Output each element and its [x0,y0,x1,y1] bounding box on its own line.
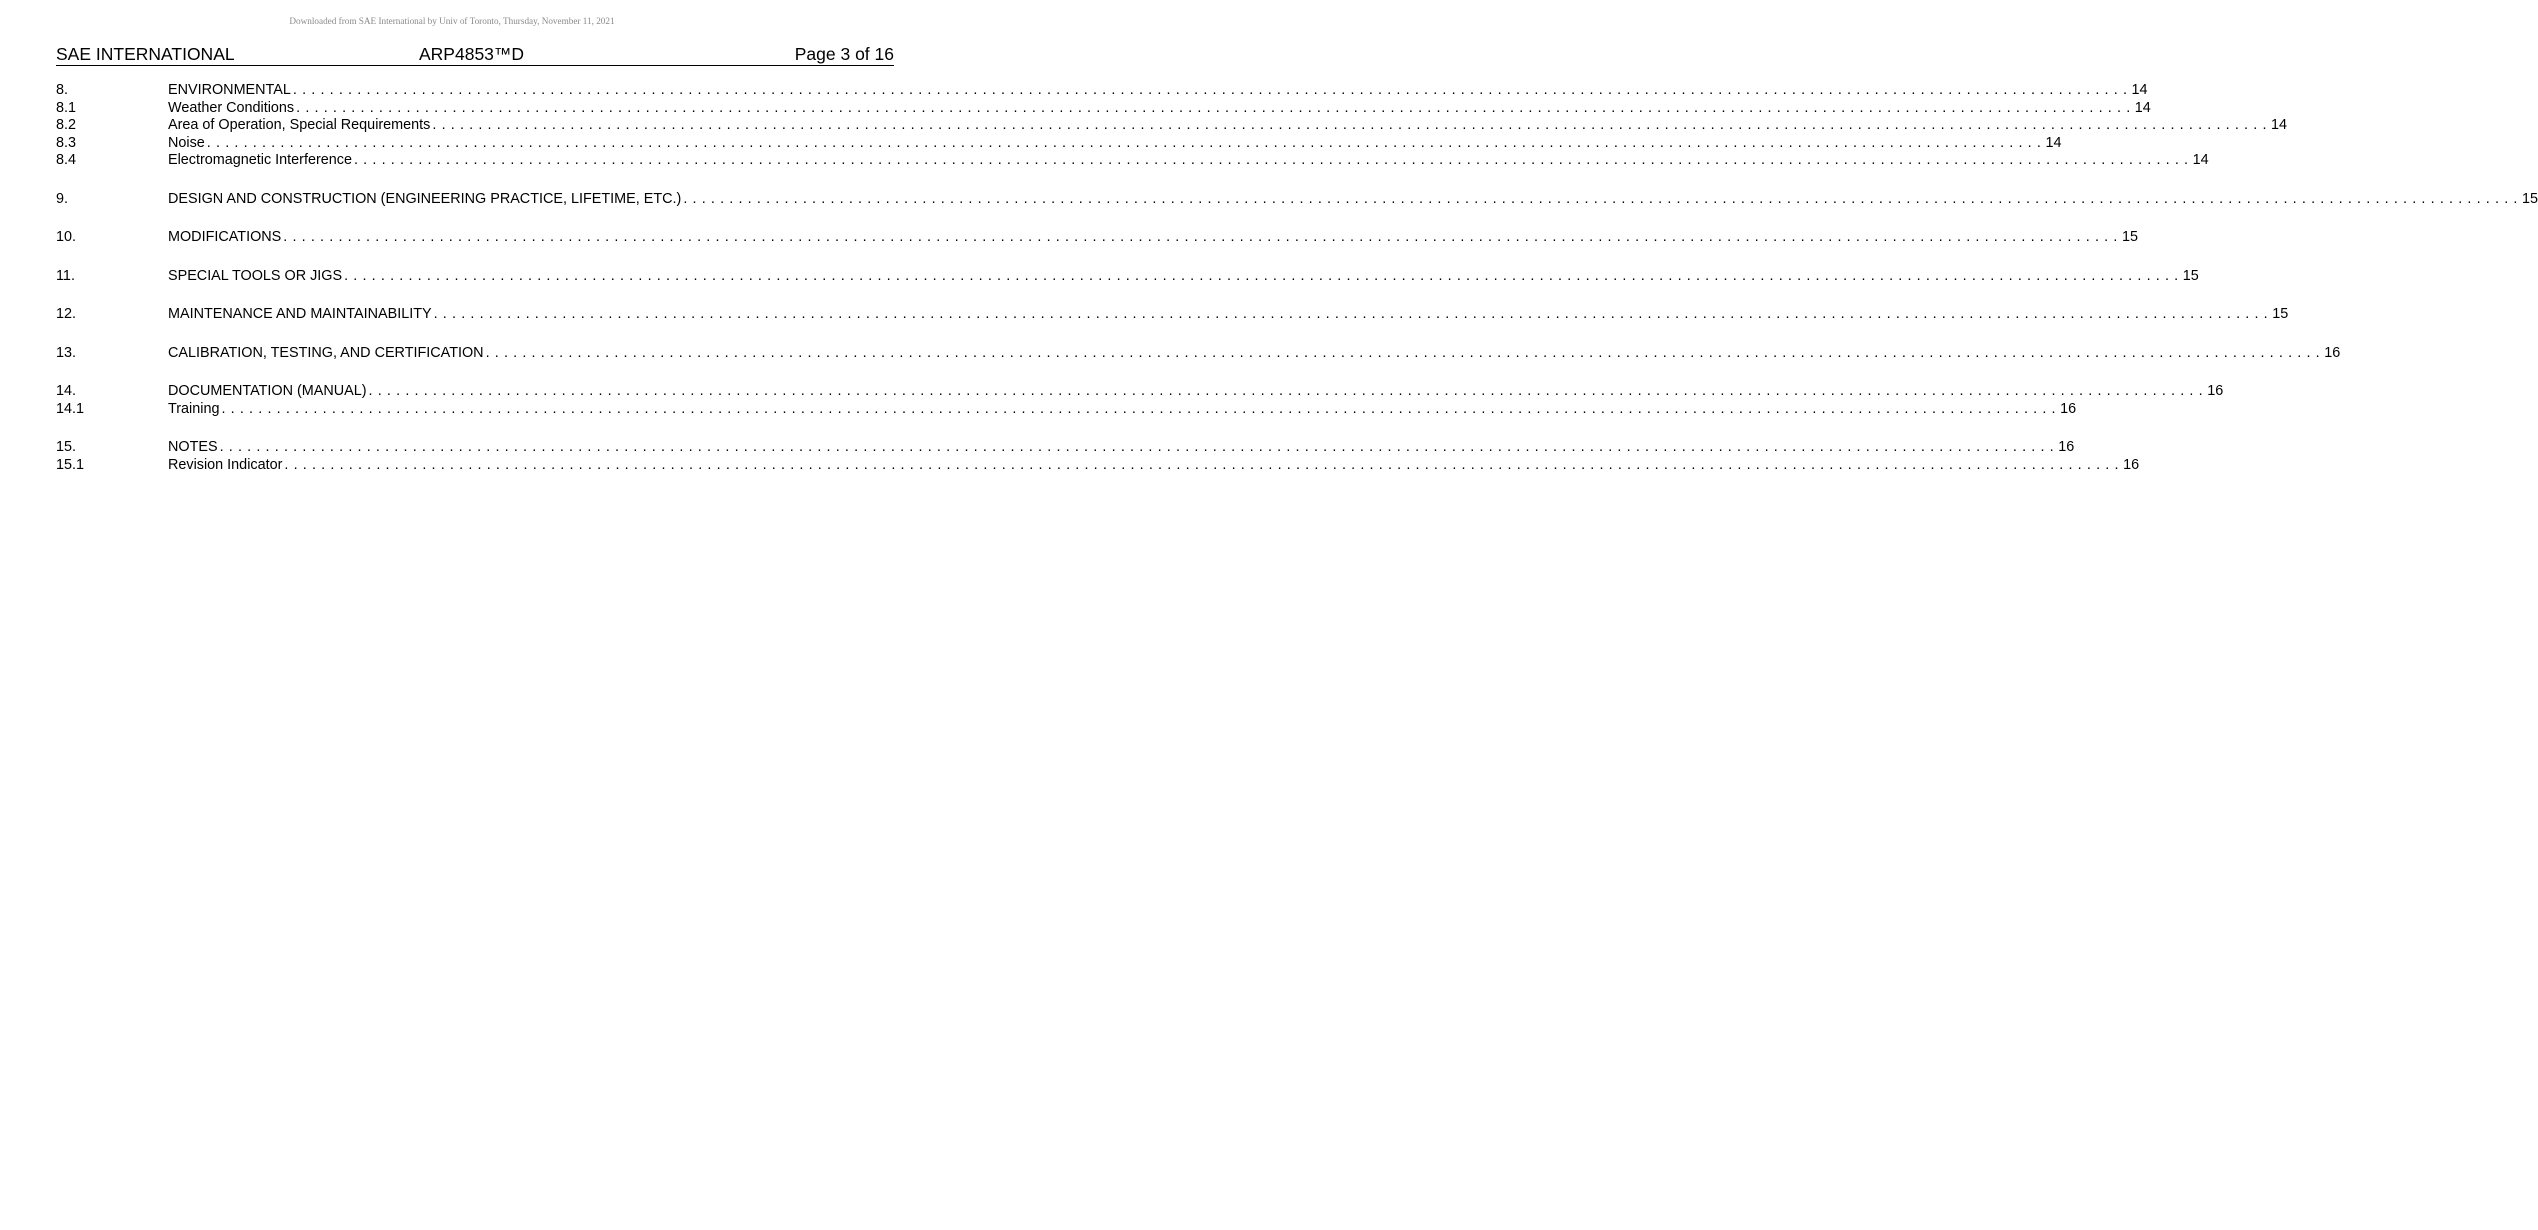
toc-entry-number: 15. [56,439,77,455]
toc-entry-page: 15 [2518,191,2538,209]
toc-entry-title: Area of Operation, Special Requirements [168,117,431,133]
toc-entry-line [168,306,2289,324]
toc-entry-title: SPECIAL TOOLS OR JIGS [168,267,343,284]
toc-entry-number: 14. [56,383,77,399]
toc-entry-number: 13. [56,344,77,361]
toc-dot-leader: . . . . . . . . . . . . . . . . . . . . . . . . . . . . . . . . . . . . . . . . . . . . . . . . . . . . . . . . . . . . . . . . . . . . . . . . . . . . . . . . . . . . . . . . . . . . . . . . . . . . . . . . . . . . . . . . . . . . . . . . . . . . . . . . . . . . . . . . . . . . . . . . . . . . . . . . . . . . . . . . . . . . . . . . . . . . . . . . . . . . . . . . . . . . . . . . . . . . . . . . [221,400,2057,417]
toc-section-group [56,267,2199,286]
toc-section-group [56,82,2288,170]
document-id: ARP4853™D [419,44,525,64]
toc-entry-title: Revision Indicator [168,456,283,473]
toc-entry-number: 15.1 [56,456,85,473]
toc-entry-line [168,99,2151,118]
toc-entry-number: 14.1 [56,400,85,417]
toc-entry-title: Training [168,400,220,417]
toc-entry-line [168,267,2199,286]
toc-entry-title: DOCUMENTATION (MANUAL) [168,383,367,399]
toc-entry-number: 11. [56,267,75,284]
toc-dot-leader: . . . . . . . . . . . . . . . . . . . . . . . . . . . . . . . . . . . . . . . . . . . . . . . . . . . . . . . . . . . . . . . . . . . . . . . . . . . . . . . . . . . . . . . . . . . . . . . . . . . . . . . . . . . . . . . . . . . . . . . . . . . . . . . . . . . . . . . . . . . . . . . . . . . . . . . . . . . . . . . . . . . . . . . . . . . . . . . . . . . . . . . . . . . . . . . . . . . . . . . . [485,344,2321,361]
toc-dot-leader: . . . . . . . . . . . . . . . . . . . . . . . . . . . . . . . . . . . . . . . . . . . . . . . . . . . . . . . . . . . . . . . . . . . . . . . . . . . . . . . . . . . . . . . . . . . . . . . . . . . . . . . . . . . . . . . . . . . . . . . . . . . . . . . . . . . . . . . . . . . . . . . . . . . . . . . . . . . . . . . . . . . . . . . . . . . . . . . . . . . . . . . . . . . . . . . . . . . . . . . . [353,152,2189,168]
toc-entry-page: 14 [2041,135,2061,153]
toc-entry-title: Weather Conditions [168,99,295,116]
toc-entry-title: NOTES [168,439,218,455]
toc-dot-leader: . . . . . . . . . . . . . . . . . . . . . . . . . . . . . . . . . . . . . . . . . . . . . . . . . . . . . . . . . . . . . . . . . . . . . . . . . . . . . . . . . . . . . . . . . . . . . . . . . . . . . . . . . . . . . . . . . . . . . . . . . . . . . . . . . . . . . . . . . . . . . . . . . . . . . . . . . . . . . . . . . . . . . . . . . . . . . . . . . . . . . . . . . . . . . . . . . . . . . . . . [433,306,2269,322]
toc-section-group [56,344,2341,363]
toc-entry-page: 14 [2267,117,2287,135]
toc-entry-line [168,383,2224,401]
toc-entry-line [168,134,2062,153]
toc-entry [56,117,2288,135]
toc-entry-page: 15 [2179,268,2199,286]
toc-entry [56,82,2148,100]
toc-entry-line [168,400,2077,419]
toc-entry-page: 16 [2119,457,2139,475]
toc-entry-line [168,456,2140,475]
toc-dot-leader: . . . . . . . . . . . . . . . . . . . . . . . . . . . . . . . . . . . . . . . . . . . . . . . . . . . . . . . . . . . . . . . . . . . . . . . . . . . . . . . . . . . . . . . . . . . . . . . . . . . . . . . . . . . . . . . . . . . . . . . . . . . . . . . . . . . . . . . . . . . . . . . . . . . . . . . . . . . . . . . . . . . . . . . . . . . . . . . . . . . . . . . . . . . . . . . . . . . . . . . . [683,190,2518,207]
toc-entry-page: 16 [2054,439,2074,457]
toc-dot-leader: . . . . . . . . . . . . . . . . . . . . . . . . . . . . . . . . . . . . . . . . . . . . . . . . . . . . . . . . . . . . . . . . . . . . . . . . . . . . . . . . . . . . . . . . . . . . . . . . . . . . . . . . . . . . . . . . . . . . . . . . . . . . . . . . . . . . . . . . . . . . . . . . . . . . . . . . . . . . . . . . . . . . . . . . . . . . . . . . . . . . . . . . . . . . . . . . . . . . . . . . [283,229,2118,245]
toc-entry-title: MAINTENANCE AND MAINTAINABILITY [168,306,432,322]
toc-entry-page: 16 [2056,401,2076,419]
toc-entry-page: 15 [2118,229,2138,247]
toc-entry [56,152,2209,170]
toc-section-group [56,439,2140,474]
toc-entry-line [168,152,2209,170]
toc-entry-title: MODIFICATIONS [168,229,282,245]
toc-entry-page: 14 [2189,152,2209,170]
toc-entry-line [168,229,2138,247]
toc-entry-page: 16 [2203,383,2223,401]
table-of-contents [56,82,2538,495]
toc-entry-number: 8.1 [56,99,77,116]
toc-dot-leader: . . . . . . . . . . . . . . . . . . . . . . . . . . . . . . . . . . . . . . . . . . . . . . . . . . . . . . . . . . . . . . . . . . . . . . . . . . . . . . . . . . . . . . . . . . . . . . . . . . . . . . . . . . . . . . . . . . . . . . . . . . . . . . . . . . . . . . . . . . . . . . . . . . . . . . . . . . . . . . . . . . . . . . . . . . . . . . . . . . . . . . . . . . . . . . . . . . . . . . . . [344,267,2179,284]
toc-entry-line [168,117,2288,135]
toc-dot-leader: . . . . . . . . . . . . . . . . . . . . . . . . . . . . . . . . . . . . . . . . . . . . . . . . . . . . . . . . . . . . . . . . . . . . . . . . . . . . . . . . . . . . . . . . . . . . . . . . . . . . . . . . . . . . . . . . . . . . . . . . . . . . . . . . . . . . . . . . . . . . . . . . . . . . . . . . . . . . . . . . . . . . . . . . . . . . . . . . . . . . . . . . . . . . . . . . . . . . . . . . [292,82,2128,98]
toc-entry-number: 8.3 [56,134,77,151]
toc-dot-leader: . . . . . . . . . . . . . . . . . . . . . . . . . . . . . . . . . . . . . . . . . . . . . . . . . . . . . . . . . . . . . . . . . . . . . . . . . . . . . . . . . . . . . . . . . . . . . . . . . . . . . . . . . . . . . . . . . . . . . . . . . . . . . . . . . . . . . . . . . . . . . . . . . . . . . . . . . . . . . . . . . . . . . . . . . . . . . . . . . . . . . . . . . . . . . . . . . . . . . . . . [296,99,2131,116]
toc-entry-line [168,82,2148,100]
toc-entry-number: 8.4 [56,152,77,168]
toc-dot-leader: . . . . . . . . . . . . . . . . . . . . . . . . . . . . . . . . . . . . . . . . . . . . . . . . . . . . . . . . . . . . . . . . . . . . . . . . . . . . . . . . . . . . . . . . . . . . . . . . . . . . . . . . . . . . . . . . . . . . . . . . . . . . . . . . . . . . . . . . . . . . . . . . . . . . . . . . . . . . . . . . . . . . . . . . . . . . . . . . . . . . . . . . . . . . . . . . . . . . . . . . [368,383,2204,399]
organization-name: SAE INTERNATIONAL [56,44,235,64]
toc-entry [56,344,2341,363]
toc-dot-leader: . . . . . . . . . . . . . . . . . . . . . . . . . . . . . . . . . . . . . . . . . . . . . . . . . . . . . . . . . . . . . . . . . . . . . . . . . . . . . . . . . . . . . . . . . . . . . . . . . . . . . . . . . . . . . . . . . . . . . . . . . . . . . . . . . . . . . . . . . . . . . . . . . . . . . . . . . . . . . . . . . . . . . . . . . . . . . . . . . . . . . . . . . . . . . . . . . . . . . . . . [206,134,2042,151]
toc-entry [56,134,2062,153]
toc-entry-title: DESIGN AND CONSTRUCTION (ENGINEERING PRACTICE, LIFETIME, ETC.) [168,190,682,207]
toc-entry [56,400,2077,419]
toc-entry-number: 9. [56,190,69,207]
toc-entry [56,99,2151,118]
toc-entry-title: CALIBRATION, TESTING, AND CERTIFICATION [168,344,484,361]
toc-dot-leader: . . . . . . . . . . . . . . . . . . . . . . . . . . . . . . . . . . . . . . . . . . . . . . . . . . . . . . . . . . . . . . . . . . . . . . . . . . . . . . . . . . . . . . . . . . . . . . . . . . . . . . . . . . . . . . . . . . . . . . . . . . . . . . . . . . . . . . . . . . . . . . . . . . . . . . . . . . . . . . . . . . . . . . . . . . . . . . . . . . . . . . . . . . . . . . . . . . . . . . . . [284,456,2120,473]
toc-entry-number: 8. [56,82,69,98]
toc-entry-title: Electromagnetic Interference [168,152,352,168]
toc-entry-page: 14 [2128,82,2148,100]
toc-section-group [56,229,2138,247]
toc-entry [56,190,2538,209]
toc-dot-leader: . . . . . . . . . . . . . . . . . . . . . . . . . . . . . . . . . . . . . . . . . . . . . . . . . . . . . . . . . . . . . . . . . . . . . . . . . . . . . . . . . . . . . . . . . . . . . . . . . . . . . . . . . . . . . . . . . . . . . . . . . . . . . . . . . . . . . . . . . . . . . . . . . . . . . . . . . . . . . . . . . . . . . . . . . . . . . . . . . . . . . . . . . . . . . . . . . . . . . . . . [219,439,2055,455]
toc-entry-title: Noise [168,134,205,151]
toc-section-group [56,383,2224,418]
toc-entry-number: 12. [56,306,77,322]
toc-entry [56,306,2289,324]
toc-entry-number: 8.2 [56,117,77,133]
toc-entry-page: 14 [2131,100,2151,118]
toc-section-group [56,190,2538,209]
toc-entry-line [168,344,2341,363]
toc-entry [56,456,2140,475]
toc-entry-line [168,439,2075,457]
toc-entry-number: 10. [56,229,77,245]
toc-entry [56,229,2138,247]
toc-entry [56,383,2224,401]
toc-dot-leader: . . . . . . . . . . . . . . . . . . . . . . . . . . . . . . . . . . . . . . . . . . . . . . . . . . . . . . . . . . . . . . . . . . . . . . . . . . . . . . . . . . . . . . . . . . . . . . . . . . . . . . . . . . . . . . . . . . . . . . . . . . . . . . . . . . . . . . . . . . . . . . . . . . . . . . . . . . . . . . . . . . . . . . . . . . . . . . . . . . . . . . . . . . . . . . . . . . . . . . . . [432,117,2268,133]
toc-entry-page: 15 [2268,306,2288,324]
page-indicator: Page 3 of 16 [794,44,894,64]
toc-entry [56,439,2075,457]
page-header [56,44,894,66]
download-watermark: Downloaded from SAE International by Univ of Toronto, Thursday, November 11, 2021 [289,16,615,26]
toc-section-group [56,306,2289,324]
toc-entry-title: ENVIRONMENTAL [168,82,291,98]
toc-entry-page: 16 [2320,345,2340,363]
toc-entry-line [168,190,2538,209]
toc-entry [56,267,2199,286]
